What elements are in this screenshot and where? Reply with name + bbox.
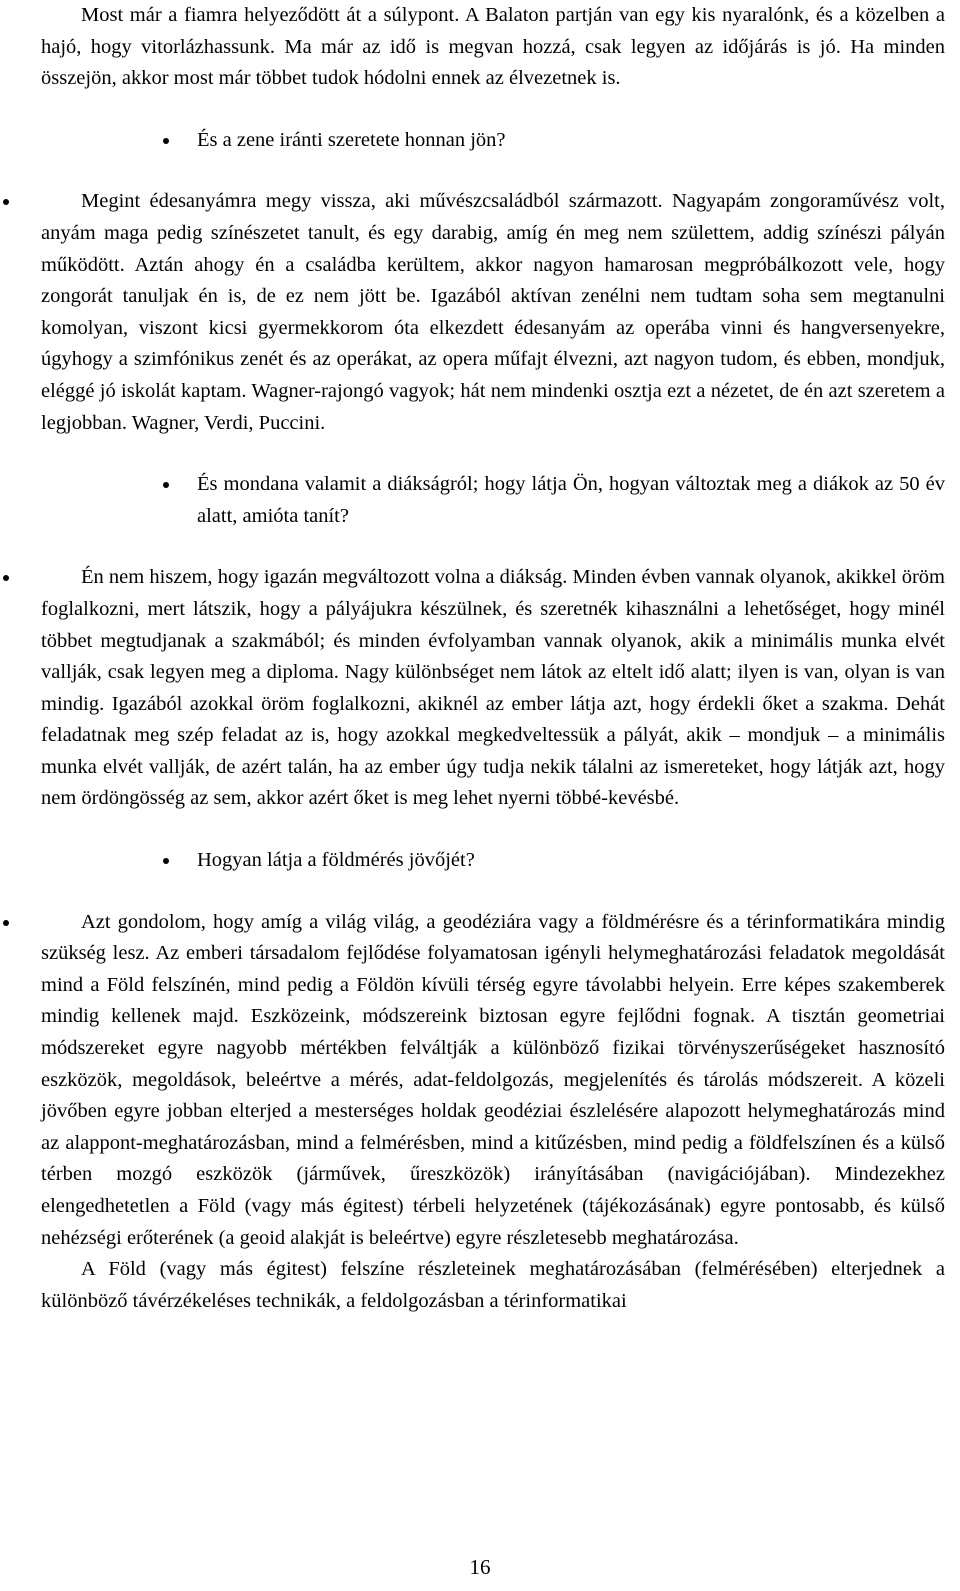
bullet-icon	[3, 575, 9, 581]
bullet-icon	[163, 482, 169, 488]
question-text: És mondana valamit a diákságról; hogy látja Ön, hogyan változtak meg a diákok az 50 év alatt, amióta tanít?	[197, 473, 945, 527]
paragraph: Most már a fiamra helyeződött át a súlypont. A Balaton partján van egy kis nyaralónk, és a közelben a hajó, hogy vitorlázhassunk. Ma már az idő is megvan hozzá, csak legyen az időjárás is jó. Ha minden összejön, akkor most már többet tudok hódolni ennek az élvezetnek is.	[41, 4, 945, 90]
answer-text: Megint édesanyámra megy vissza, aki művészcsaládból származott. Nagyapám zongoraművész volt, anyám maga pedig színészetet tanult, és egy darabig, amíg én meg nem születtem, addig színészi pályán működött. Aztán ahogy én a családba kerültem, akkor nagyon hamarosan megpróbálkozott vele, hogy zongorát tanuljak én is, de ez nem jött be. Igazából aktívan zenélni nem tudtam soha sem megtanulni komolyan, viszont kicsi gyermekkorom óta elkezdett édesanyám az operába vinni és hangversenyekre, úgyhogy a szimfónikus zenét és az operákat, az opera műfajt élvezni, azt nagyon tudom, és ebben, mondjuk, eléggé jó iskolát kaptam. Wagner-rajongó vagyok; hát nem mindenki osztja ezt a nézetet, de én azt szeretem a legjobban. Wagner, Verdi, Puccini.	[41, 190, 945, 434]
answer-text: Én nem hiszem, hogy igazán megváltozott volna a diákság. Minden évben vannak olyanok, akikkel öröm foglalkozni, mert látszik, hogy a pályájukra készülnek, és szeretnék kihasználni a lehetőséget, hogy minél többet megtudjanak a szakmából; és minden évfolyamban vannak olyanok, akik a minimális munka elvét vallják, csak legyen meg a diploma. Nagy különbséget nem látok az eltelt idő alatt; ilyen is van, olyan is van mindig. Igazából azokkal öröm foglalkozni, akiknél az ember látja azt, hogy érdekli őket a szakma. Dehát feladatnak meg szép feladat az is, hogy azokkal megkedveltessük a pályát, akik – mondjuk – a minimális munka elvét vallják, de azért talán, ha az ember úgy tudja nekik tálalni az ismereteket, hogy látják azt, hogy nem ördöngösség az sem, akkor azért őket is meg lehet nyerni többé-kevésbé.	[41, 566, 945, 810]
question-3	[197, 845, 945, 877]
answer-2	[41, 562, 945, 815]
answer-1	[41, 186, 945, 439]
question-2	[197, 469, 945, 532]
bullet-icon	[3, 920, 9, 926]
bullet-icon	[163, 138, 169, 144]
answer-3	[41, 907, 945, 1255]
question-text: Hogyan látja a földmérés jövőjét?	[197, 849, 475, 872]
paragraph: A Föld (vagy más égitest) felszíne részleteinek meghatározásában (felmérésében) elterjednek a különböző távérzékeléses technikák, a feldolgozásban a térinformatikai	[41, 1258, 945, 1312]
bullet-icon	[163, 858, 169, 864]
answer-text: Azt gondolom, hogy amíg a világ világ, a geodéziára vagy a földmérésre és a térinformatikára mindig szükség lesz. Az emberi társadalom fejlődése folyamatosan igényli helymeghatározási feladatok megoldását mind a Föld felszínén, mind pedig a Földön kívüli térség egyre távolabbi helyein. Erre képes szakemberek mindig kellenek majd. Eszközeink, módszereink biztosan egyre fejlődni fognak. A tisztán geometriai módszereket egyre nagyobb mértékben felváltják a különböző fizikai törvényszerűségeket hasznosító eszközök, megoldások, beleértve a mérés, adat-feldolgozás, megjelenítés és tárolás módszereit. A közeli jövőben egyre jobban elterjed a mesterséges holdak geodéziai észlelésére alapozott helymeghatározás mind az alappont-meghatározásban, mind a felmérésben, mind a kitűzésben, mind pedig a földfelszínen és a külső térben mozgó eszközök (járművek, űreszközök) irányításában (navigációjában). Mindezekhez elengedhetetlen a Föld (vagy más égitest) térbeli helyzetének (tájékozásának) egyre pontosabb, és külső nehézségi erőterének (a geoid alakját is beleértve) egyre részletesebb meghatározása.	[41, 910, 945, 1249]
page-number: 16	[469, 1555, 491, 1579]
document-body	[41, 0, 945, 1317]
question-text: És a zene iránti szeretete honnan jön?	[197, 128, 506, 151]
question-1	[197, 125, 945, 157]
bullet-icon	[3, 199, 9, 205]
